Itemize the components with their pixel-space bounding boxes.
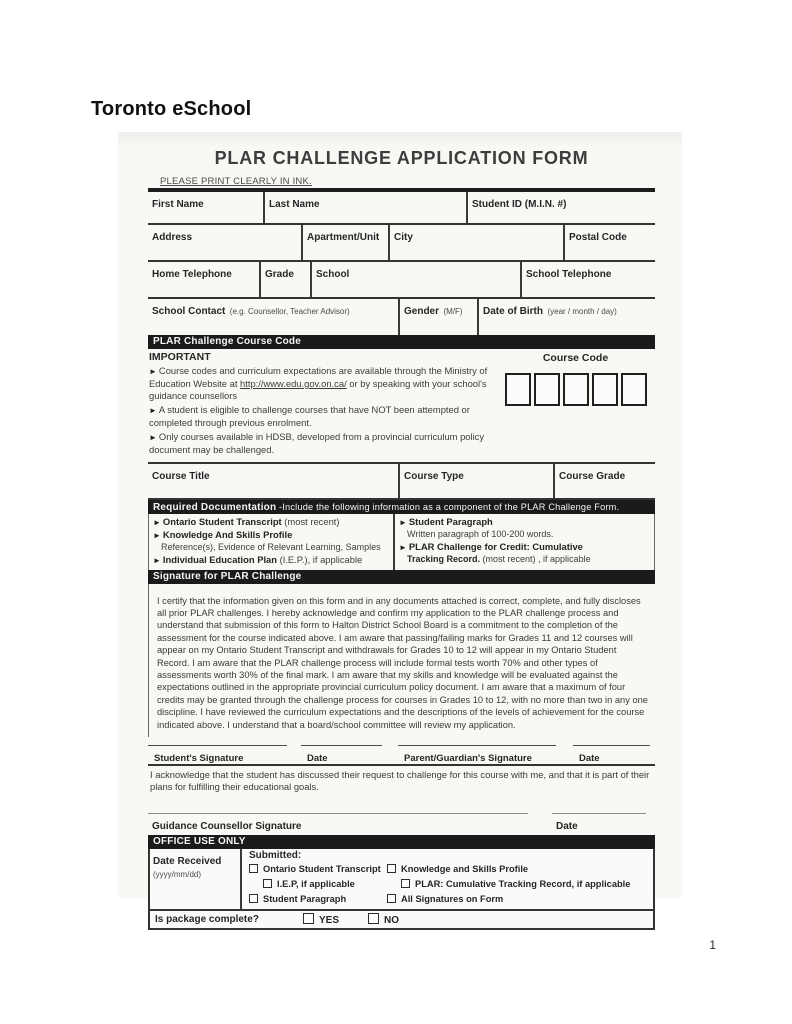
field-hint: (yyyy/mm/dd) xyxy=(153,869,201,879)
package-complete-row xyxy=(150,909,653,928)
note-text: Only courses available in HDSB, developed from a provincial curriculum policy document may be challenged. xyxy=(149,431,485,455)
required-docs-left xyxy=(149,514,395,570)
course-code-box[interactable] xyxy=(592,373,618,406)
course-code-boxes xyxy=(496,373,655,406)
ministry-website-link[interactable]: http://www.edu.gov.on.ca/ xyxy=(240,378,347,389)
checkbox-no[interactable] xyxy=(368,913,379,924)
arrow-bullet-icon: ► xyxy=(149,367,157,376)
field-label: Address xyxy=(152,232,193,243)
print-note: PLEASE PRINT CLEARLY IN INK. xyxy=(160,176,312,187)
field-student-id[interactable] xyxy=(466,192,655,223)
signature-label: Student's Signature xyxy=(154,752,244,764)
field-home-telephone[interactable] xyxy=(148,262,259,297)
info-row-3 xyxy=(148,262,655,299)
checkbox-yes[interactable] xyxy=(303,913,314,924)
field-school[interactable] xyxy=(310,262,520,297)
course-code-section xyxy=(148,349,655,462)
office-top xyxy=(150,849,653,909)
package-complete-label: Is package complete? xyxy=(155,913,259,925)
signature-row xyxy=(148,745,655,764)
checkbox-item-student-paragraph: Student Paragraph xyxy=(249,891,387,906)
course-code-entry xyxy=(496,349,655,462)
counsellor-signature-row xyxy=(148,813,655,832)
submitted-label: Submitted: xyxy=(249,849,302,861)
section-header-office-use xyxy=(148,835,655,849)
field-last-name[interactable] xyxy=(263,192,466,223)
important-label: IMPORTANT xyxy=(149,351,211,363)
field-school-contact[interactable] xyxy=(148,299,398,335)
arrow-bullet-icon: ► xyxy=(153,555,161,565)
course-code-box[interactable] xyxy=(621,373,647,406)
field-city[interactable] xyxy=(388,225,563,260)
note-bullet xyxy=(149,365,496,402)
signature-label: Date xyxy=(556,820,578,832)
signature-line-student[interactable] xyxy=(148,745,287,764)
checkbox-tracking-record[interactable] xyxy=(401,879,410,888)
acknowledgement-text: I acknowledge that the student has discussed their request to challenge for this course with me, and that it is part of their plans for fulfilling their educational goals. xyxy=(150,768,650,793)
arrow-bullet-icon: ► xyxy=(149,406,157,415)
certification-text: I certify that the information given on this form and in any documents attached is correct, complete, and fully discloses all prior PLAR challenges. I hereby acknowledge and confirm my application to the PLAR challenge process and understand that submission of this form to Halton District School Board is a commitment to the completion of the assessment for the course indicated above. I am aware that passing/failing marks for Grades 11 and 12 courses will appear on my Ontario Student Transcript and withdrawals for Grades 10 to 12 will appear in my Ontario Student Record. I am aware that the PLAR challenge process will include formal tests worth 70% and other types of assessments worth 30% of the final mark. I am aware that my skills and knowledge will be evaluated against the expectations outlined in the appropriate provincial curriculum policy document. I am aware that a maximum of four credits may be granted through the challenge process for courses in Grades 10 to 12, with no more than two in any one discipline. I have reviewed the curriculum expectations and the descriptions of the levels of achievement for the course indicated above. I understand that a board/school committee will review my application. xyxy=(148,584,655,737)
signature-label: Guidance Counsellor Signature xyxy=(152,820,302,832)
field-date-received[interactable] xyxy=(150,849,242,909)
field-label: Last Name xyxy=(269,199,320,210)
note-bullet xyxy=(149,404,496,429)
field-label: Gender xyxy=(404,306,440,317)
field-school-telephone[interactable] xyxy=(520,262,655,297)
signature-label: Date xyxy=(307,752,328,764)
field-date-of-birth[interactable] xyxy=(477,299,655,335)
section-title: Required Documentation xyxy=(153,502,277,513)
field-label: School Contact xyxy=(152,306,226,317)
section-header-signature xyxy=(148,570,655,584)
section-title: OFFICE USE ONLY xyxy=(153,835,246,847)
checkbox-iep[interactable] xyxy=(263,879,272,888)
section-header-required-docs xyxy=(148,500,655,514)
course-code-notes xyxy=(148,349,496,462)
field-apartment[interactable] xyxy=(301,225,388,260)
section-header-course-code xyxy=(148,335,655,349)
signature-line-counsellor[interactable] xyxy=(148,813,528,832)
signature-label: Parent/Guardian's Signature xyxy=(404,752,532,764)
field-label: Grade xyxy=(265,269,294,280)
field-gender[interactable] xyxy=(398,299,477,335)
info-row-1 xyxy=(148,192,655,225)
field-grade[interactable] xyxy=(259,262,310,297)
info-row-4 xyxy=(148,299,655,335)
note-bullet xyxy=(149,431,496,456)
doc-item: ► Student Paragraph xyxy=(399,516,493,527)
checkbox-ontario-transcript[interactable] xyxy=(249,864,258,873)
checkbox-knowledge-profile[interactable] xyxy=(387,864,396,873)
field-label: Course Type xyxy=(404,471,464,482)
field-label: Date Received xyxy=(153,855,222,867)
doc-item: ► Knowledge And Skills Profile xyxy=(153,529,293,540)
office-use-section xyxy=(148,849,655,930)
doc-item: ► Ontario Student Transcript (most recent) xyxy=(153,516,340,527)
field-course-grade[interactable] xyxy=(553,464,655,498)
doc-item: ► PLAR Challenge for Credit: Cumulative xyxy=(399,540,583,552)
field-label: School xyxy=(316,269,350,280)
arrow-bullet-icon: ► xyxy=(399,518,407,527)
field-label: Home Telephone xyxy=(152,269,232,280)
course-code-box[interactable] xyxy=(505,373,531,406)
field-first-name[interactable] xyxy=(148,192,263,223)
field-label: School Telephone xyxy=(526,269,612,280)
scanned-form xyxy=(118,132,682,927)
field-hint: (M/F) xyxy=(443,307,463,316)
field-label: Postal Code xyxy=(569,232,627,243)
info-row-2 xyxy=(148,225,655,262)
field-hint: (e.g. Counsellor, Teacher Advisor) xyxy=(229,307,350,316)
checkbox-item-knowledge-profile: Knowledge and Skills Profile xyxy=(387,861,653,876)
checkbox-all-signatures[interactable] xyxy=(387,894,396,903)
arrow-bullet-icon: ► xyxy=(399,542,407,552)
field-hint: (year / month / day) xyxy=(547,307,617,316)
field-course-title[interactable] xyxy=(148,464,398,498)
checkbox-item-iep: I.E.P, if applicable xyxy=(249,876,387,891)
note-text: or by speaking with your school's guidance counsellors xyxy=(149,378,487,401)
field-label: City xyxy=(394,232,413,243)
note-text: A student is eligible to challenge courses that have NOT been attempted or completed through previous enrolment. xyxy=(149,404,470,428)
checkbox-student-paragraph[interactable] xyxy=(249,894,258,903)
doc-item-detail: Reference(s), Evidence of Relevant Learning, Samples xyxy=(161,542,381,552)
plar-form xyxy=(148,132,655,930)
course-code-box[interactable] xyxy=(534,373,560,406)
doc-item-detail: Tracking Record. (most recent) , if applicable xyxy=(407,553,591,564)
checklist-row xyxy=(249,891,653,906)
required-docs-section xyxy=(148,514,655,570)
field-label: Course Grade xyxy=(559,471,626,482)
submitted-checklist xyxy=(242,849,653,909)
checkbox-item-ontario-transcript: Ontario Student Transcript xyxy=(249,861,387,876)
signature-line-date-2[interactable] xyxy=(573,745,650,764)
field-label: Apartment/Unit xyxy=(307,232,380,243)
field-label: First Name xyxy=(152,199,204,210)
field-address[interactable] xyxy=(148,225,301,260)
section-title: Signature for PLAR Challenge xyxy=(153,570,302,582)
course-row xyxy=(148,462,655,500)
brand-title: Toronto eSchool xyxy=(91,98,252,120)
arrow-bullet-icon: ► xyxy=(153,518,161,527)
signature-line-parent[interactable] xyxy=(398,745,556,764)
field-label: Date of Birth xyxy=(483,306,543,317)
doc-item-detail: Written paragraph of 100-200 words. xyxy=(407,529,554,539)
checklist-row xyxy=(249,861,653,876)
checklist-row xyxy=(249,876,653,891)
checkbox-item-all-signatures: All Signatures on Form xyxy=(387,891,653,906)
course-code-box[interactable] xyxy=(563,373,589,406)
field-label: Course Title xyxy=(152,471,210,482)
section-title: PLAR Challenge Course Code xyxy=(153,336,301,347)
signature-line-date-3[interactable] xyxy=(552,813,646,832)
page-number: 1 xyxy=(709,938,716,952)
arrow-bullet-icon: ► xyxy=(153,531,161,540)
checkbox-item-yes: YES xyxy=(303,910,368,928)
arrow-bullet-icon: ► xyxy=(149,433,157,442)
signature-label: Date xyxy=(579,752,600,764)
section-subtitle: -Include the following information as a component of the PLAR Challenge Form. xyxy=(276,502,620,512)
course-code-label: Course Code xyxy=(542,352,609,364)
form-title: PLAR CHALLENGE APPLICATION FORM xyxy=(214,148,589,168)
checkbox-item-no: NO xyxy=(368,910,399,928)
signature-line-date-1[interactable] xyxy=(301,745,382,764)
doc-item: ► Individual Education Plan (I.E.P.), if applicable xyxy=(153,553,363,565)
required-docs-right xyxy=(395,514,654,570)
checkbox-item-tracking-record: PLAR: Cumulative Tracking Record, if applicable xyxy=(387,876,653,891)
field-label: Student ID (M.I.N. #) xyxy=(472,199,567,210)
field-course-type[interactable] xyxy=(398,464,553,498)
note-text: Course codes and curriculum expectations are available through the Ministry of Education Website at xyxy=(149,365,488,389)
field-postal-code[interactable] xyxy=(563,225,655,260)
